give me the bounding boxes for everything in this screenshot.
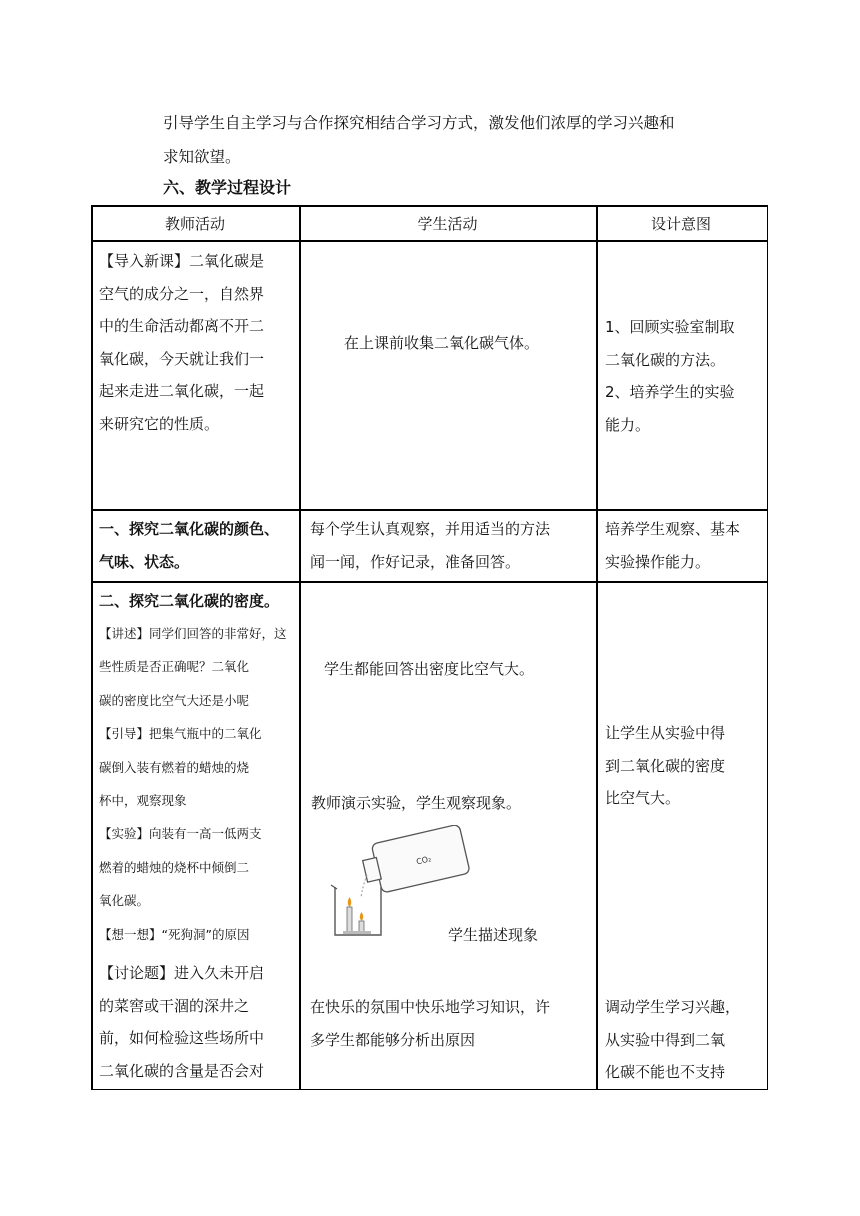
row1-teacher-line: 来研究它的性质。 (99, 414, 220, 433)
row3-teacher-note: 氧化碳。 (99, 893, 150, 909)
gas-jar-icon (360, 825, 471, 896)
row3-student-discussion (310, 991, 595, 1056)
row1-student-cell: 在上课前收集二氧化碳气体。 (344, 334, 540, 352)
row2-student-line: 闻一闻，作好记录，准备回答。 (310, 552, 521, 571)
row3-student-discussion-line: 在快乐的氛围中快乐地学习知识，许 (310, 998, 551, 1016)
header-student-activity: 学生活动 (417, 215, 478, 233)
intro-line-2: 求知欲望。 (163, 148, 241, 166)
row1-teacher-cell (99, 245, 299, 440)
row1-intent-line: 2、培养学生的实验 (605, 383, 735, 401)
row1-teacher-line: 空气的成分之一，自然界 (99, 284, 265, 303)
row1-teacher-line: 中的生命活动都离不开二 (99, 317, 265, 335)
row3-discussion-line: 前，如何检验这些场所中 (99, 1029, 265, 1047)
row3-teacher-note: 燃着的蜡烛的烧杯中倾倒二 (99, 859, 250, 875)
row2-intent-line: 实验操作能力。 (605, 552, 711, 571)
row3-intent-line: 比空气大。 (605, 789, 681, 807)
row1-intent-line: 二氧化碳的方法。 (605, 350, 726, 369)
row2-teacher-line: 气味、状态。 (99, 552, 190, 571)
table-border-top (91, 205, 768, 207)
row1-teacher-line: 【导入新课】二氧化碳是 (99, 252, 265, 270)
table-header-divider (91, 240, 768, 242)
row1-teacher-line: 起来走进二氧化碳，一起 (99, 382, 265, 400)
row3-intent-line: 调动学生学习兴趣， (605, 998, 741, 1016)
row3-teacher-note: 碳倒入装有燃着的蜡烛的烧 (99, 759, 250, 775)
row3-intent-line: 让学生从实验中得 (605, 724, 726, 742)
row3-intent-line: 从实验中得到二氧 (605, 1030, 726, 1049)
row3-student-demo: 教师演示实验，学生观察现象。 (311, 794, 522, 812)
row3-discussion-line: 的菜窖或干涸的深井之 (99, 996, 250, 1015)
table-col-divider-2 (596, 205, 598, 1090)
table-row-divider-2 (91, 581, 768, 583)
row1-intent-line: 能力。 (605, 415, 651, 434)
row3-teacher-note: 【实验】向装有一高一低两支 (99, 826, 262, 842)
row3-discussion-line: 二氧化碳的含量是否会对 (99, 1061, 265, 1080)
intro-paragraph (163, 106, 763, 174)
row2-teacher-cell (99, 513, 299, 578)
row2-student-line: 每个学生认真观察，并用适当的方法 (310, 520, 551, 538)
row2-intent-line: 培养学生观察、基本 (605, 520, 741, 538)
row3-teacher-note: 【引导】把集气瓶中的二氧化 (99, 726, 262, 742)
row3-discussion-line: 【讨论题】进入久未开启 (99, 964, 265, 982)
row3-teacher-note: 【想一想】“死狗洞”的原因 (99, 926, 250, 942)
row2-teacher-line: 一、探究二氧化碳的颜色、 (99, 520, 280, 538)
table-border-left (91, 205, 93, 1090)
section-title: 六、教学过程设计 (163, 178, 292, 197)
intro-line-1: 引导学生自主学习与合作探究相结合学习方式，激发他们浓厚的学习兴趣和 (163, 114, 675, 132)
row3-student-answer: 学生都能回答出密度比空气大。 (324, 660, 535, 678)
row3-teacher-discussion (99, 957, 299, 1087)
candle-icon (343, 897, 371, 934)
row3-student-describe: 学生描述现象 (448, 926, 539, 944)
row3-teacher-note: 些性质是否正确呢？二氧化 (99, 659, 250, 675)
beaker-icon (331, 885, 381, 935)
row1-intent-cell (605, 311, 765, 441)
row3-teacher-note: 杯中，观察现象 (99, 793, 187, 809)
row3-intent-line: 到二氧化碳的密度 (605, 756, 726, 775)
table-col-divider-1 (299, 205, 301, 1090)
row3-intent-density (605, 717, 765, 815)
row1-intent-line: 1、回顾实验室制取 (605, 318, 735, 336)
row3-intent-discussion (605, 991, 765, 1089)
table-row-divider-1 (91, 509, 768, 511)
lesson-table (91, 205, 768, 1090)
row3-teacher-notes (99, 617, 299, 951)
table-border-right (767, 205, 769, 1090)
header-teacher-activity: 教师活动 (164, 215, 225, 233)
table-border-bottom (91, 1089, 768, 1091)
row3-intent-line: 化碳不能也不支持 (605, 1063, 726, 1081)
flask-label: CO₂ (415, 854, 433, 867)
row2-student-cell (310, 513, 595, 578)
row1-teacher-line: 氧化碳，今天就让我们一 (99, 349, 265, 368)
row3-teacher-note: 【讲述】同学们回答的非常好，这 (99, 626, 287, 641)
row3-teacher-note: 碳的密度比空气大还是小呢 (99, 692, 250, 708)
header-design-intent: 设计意图 (650, 215, 711, 233)
row3-teacher-title: 二、探究二氧化碳的密度。 (99, 592, 280, 610)
row2-intent-cell (605, 513, 765, 578)
row3-student-discussion-line: 多学生都能够分析出原因 (310, 1030, 476, 1049)
